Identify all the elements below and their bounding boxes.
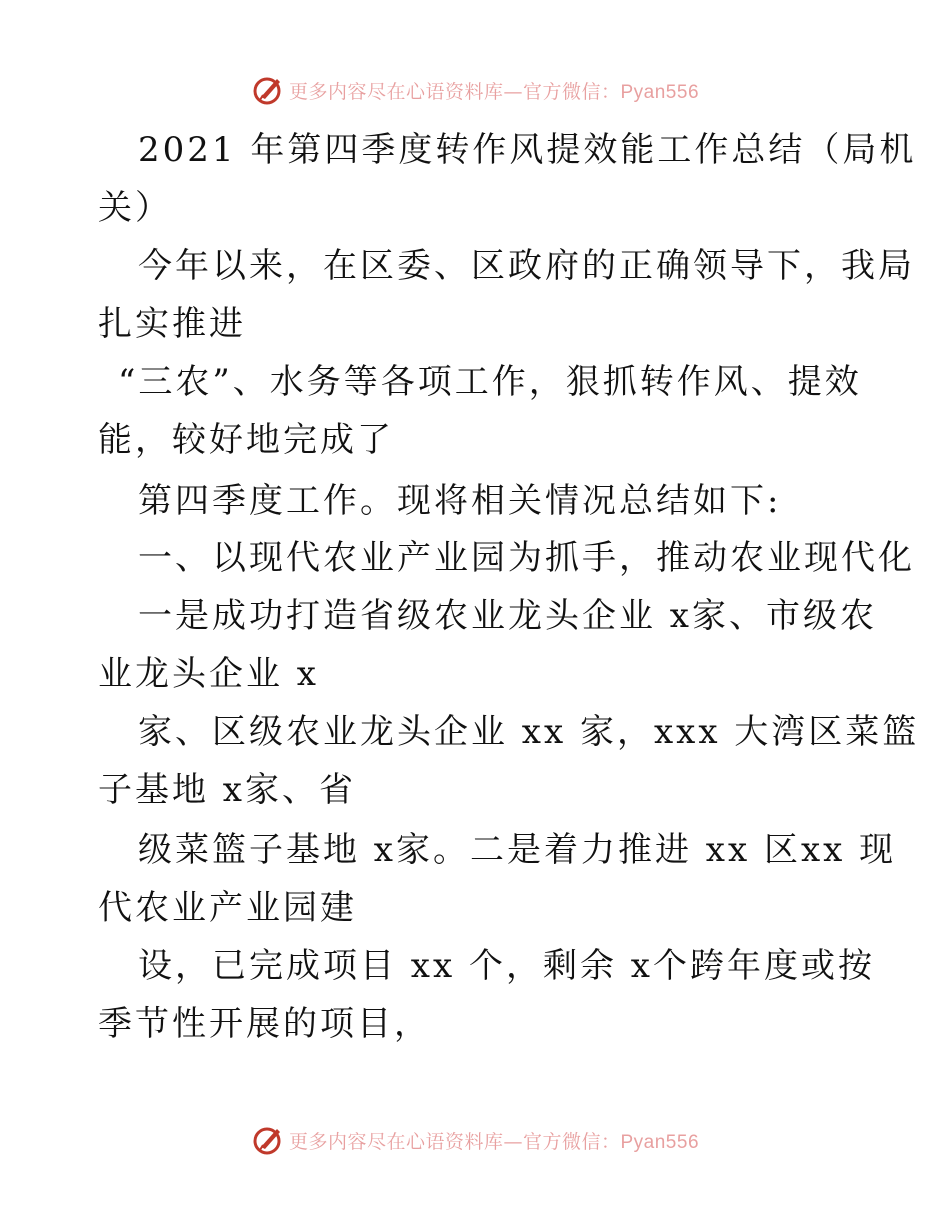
doc-line: 2021 年第四季度转作风提效能工作总结（局机 bbox=[138, 130, 917, 170]
doc-line: 第四季度工作。现将相关情况总结如下: bbox=[138, 481, 782, 521]
quill-circle-icon bbox=[251, 73, 285, 107]
doc-line: 一是成功打造省级农业龙头企业 x家、市级农 bbox=[138, 596, 877, 636]
doc-line: 子基地 x家、省 bbox=[98, 770, 356, 810]
doc-line: 关） bbox=[98, 188, 172, 228]
doc-line: 扎实推进 bbox=[98, 304, 246, 344]
doc-line: “三农”、水务等各项工作，狠抓转作风、提效 bbox=[118, 362, 862, 402]
doc-line: 家、区级农业龙头企业 xx 家，xxx 大湾区菜篮 bbox=[138, 712, 920, 752]
watermark-text: 更多内容尽在心语资料库—官方微信：Pyan556 bbox=[288, 1130, 700, 1153]
doc-line: 季节性开展的项目， bbox=[98, 1004, 431, 1044]
doc-line: 今年以来，在区委、区政府的正确领导下，我局 bbox=[138, 246, 915, 286]
watermark-wechat-id: Pyan556 bbox=[620, 1131, 700, 1153]
doc-line: 一、以现代农业产业园为抓手，推动农业现代化 bbox=[138, 538, 915, 578]
watermark-header bbox=[0, 70, 950, 110]
doc-line: 业龙头企业 x bbox=[98, 654, 319, 694]
watermark-footer bbox=[0, 1120, 950, 1160]
quill-circle-icon bbox=[251, 1123, 285, 1157]
watermark-text: 更多内容尽在心语资料库—官方微信：Pyan556 bbox=[288, 80, 700, 103]
doc-line: 级菜篮子基地 x家。二是着力推进 xx 区xx 现 bbox=[138, 830, 897, 870]
doc-line: 设，已完成项目 xx 个，剩余 x个跨年度或按 bbox=[138, 946, 875, 986]
doc-line: 代农业产业园建 bbox=[98, 888, 357, 928]
watermark-wechat-id: Pyan556 bbox=[620, 81, 700, 103]
doc-line: 能，较好地完成了 bbox=[98, 420, 394, 460]
